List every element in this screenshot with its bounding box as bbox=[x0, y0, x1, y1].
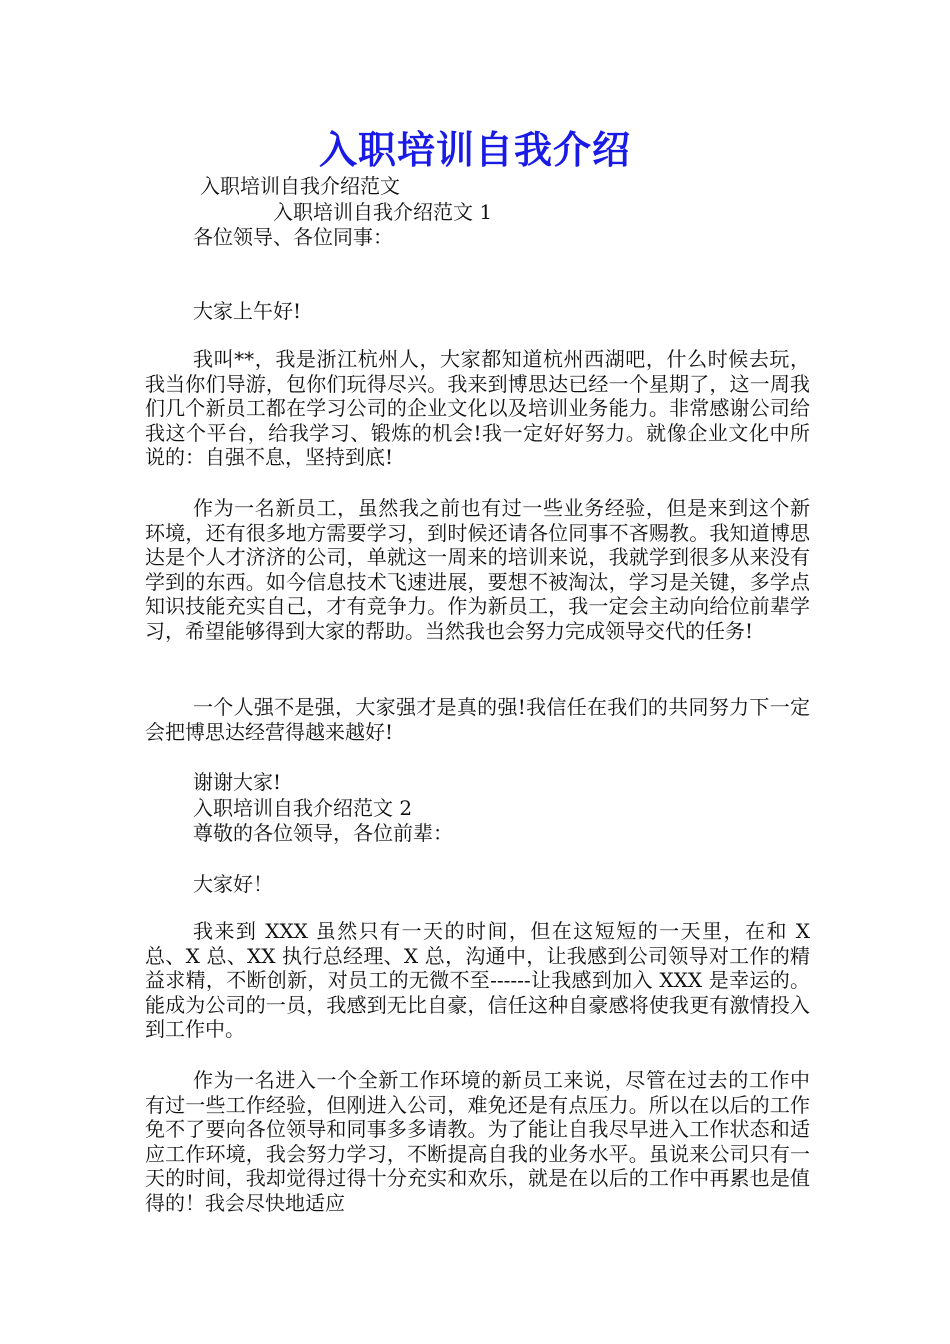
sample1-heading: 入职培训自我介绍范文 1 bbox=[273, 200, 493, 224]
sample2-paragraph-2: 作为一名进入一个全新工作环境的新员工来说，尽管在过去的工作中有过一些工作经验，但刚进入公司，难免还是有点压力。所以在以后的工作免不了要向各位领导和同事多多请教。为了能让自我尽早进入工作状态和适应工作环境，我会努力学习，不断提高自我的业务水平。虽说来公司只有一天的时间，我却觉得过得十分充实和欢乐，就是在以后的工作中再累也是值得的！我会尽快地适应 bbox=[145, 1068, 810, 1215]
sample2-greeting: 大家好！ bbox=[193, 872, 273, 896]
sample1-paragraph-3: 一个人强不是强，大家强才是真的强!我信任在我们的共同努力下一定会把博思达经营得越来越好! bbox=[145, 695, 810, 744]
sample1-salutation: 各位领导、各位同事： bbox=[193, 225, 393, 249]
sample2-salutation: 尊敬的各位领导，各位前辈： bbox=[193, 821, 453, 845]
sample1-greeting: 大家上午好! bbox=[193, 299, 302, 323]
sample1-closing: 谢谢大家! bbox=[193, 770, 282, 794]
sample2-heading: 入职培训自我介绍范文 2 bbox=[193, 796, 413, 820]
document-subtitle: 入职培训自我介绍范文 bbox=[200, 174, 400, 198]
document-title: 入职培训自我介绍 bbox=[318, 127, 631, 172]
sample1-paragraph-2: 作为一名新员工，虽然我之前也有过一些业务经验，但是来到这个新环境，还有很多地方需要学习，到时候还请各位同事不吝赐教。我知道博思达是个人才济济的公司，单就这一周来的培训来说，我就学到很多从来没有学到的东西。如今信息技术飞速进展，要想不被淘汰，学习是关键，多学点知识技能充实自己，才有竞争力。作为新员工，我一定会主动向给位前辈学习，希望能够得到大家的帮助。当然我也会努力完成领导交代的任务! bbox=[145, 496, 810, 643]
sample1-paragraph-1: 我叫**，我是浙江杭州人，大家都知道杭州西湖吧，什么时候去玩，我当你们导游，包你们玩得尽兴。我来到博思达已经一个星期了，这一周我们几个新员工都在学习公司的企业文化以及培训业务能力。非常感谢公司给我这个平台，给我学习、锻炼的机会!我一定好好努力。就像企业文化中所说的：自强不息，坚持到底! bbox=[145, 347, 810, 470]
sample2-paragraph-1: 我来到 XXX 虽然只有一天的时间，但在这短短的一天里，在和 X 总、X 总、XX 执行总经理、X 总，沟通中，让我感到公司领导对工作的精益求精，不断创新，对员工的无微不至------让我感到加入 XXX 是幸运的。能成为公司的一员，我感到无比自豪，信任这种自豪感将使我更有激情投入到工作中。 bbox=[145, 919, 810, 1042]
